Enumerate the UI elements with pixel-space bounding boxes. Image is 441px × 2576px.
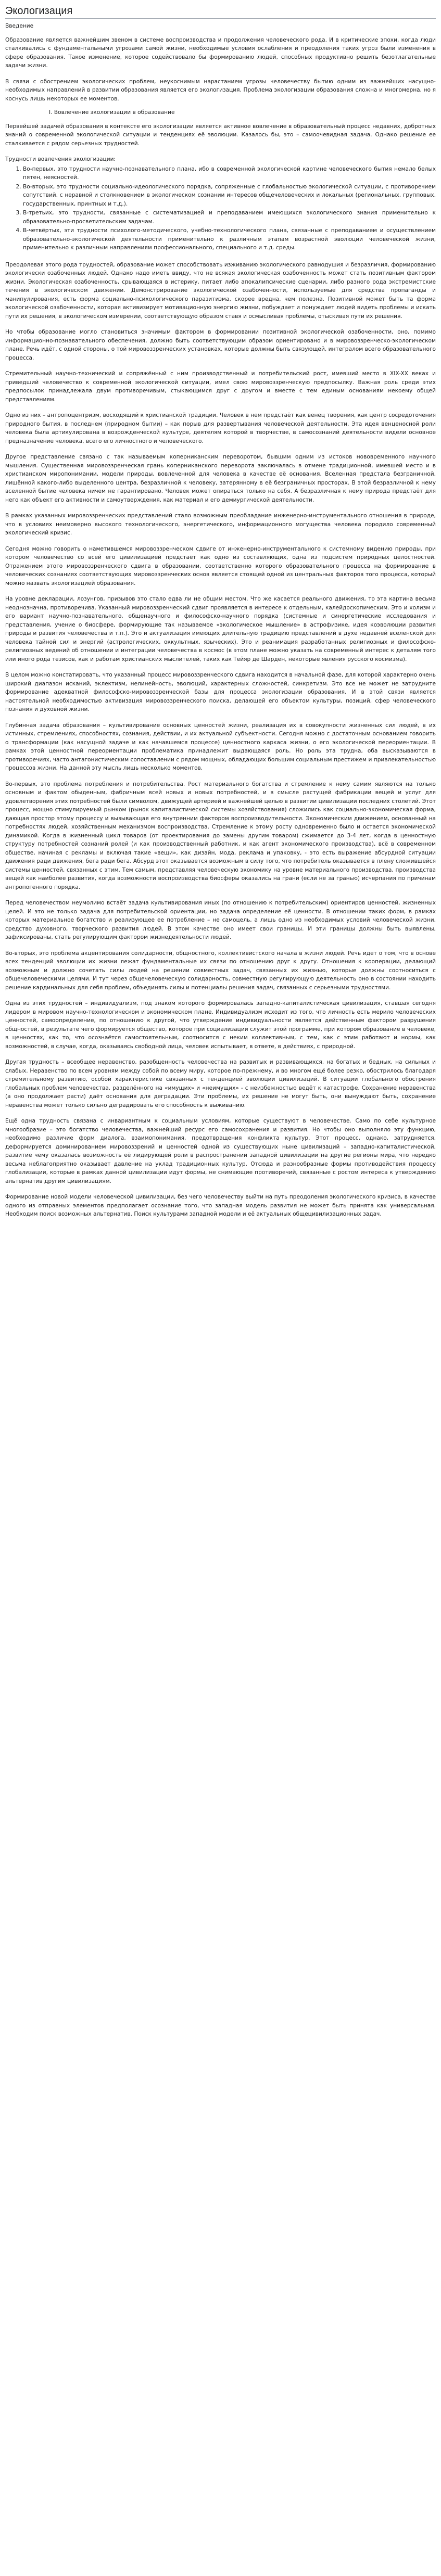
body-paragraph: Первейшей задачей образования в контексте его экологизации является активное вовлечение в образовательный процесс недавних, добротных знаний о современной экологической ситуации и тенденциях её эволюции. Казалось бы, это – самоочевидная задача. Однако решение ее сталкивается с рядом серьезных трудностей.: [5, 123, 436, 147]
intro-heading: Введение: [5, 23, 34, 29]
list-item: 4. В-четвёртых, эти трудности психолого-методического, учебно-технологического плана, связанные с преподаванием и осуществлением образовательно-экологической деятельности применительно к различным этапам возрастной эволюции человеческой жизни, применительно к различным направлениям профессионального, специального и т.д. среды.: [23, 226, 436, 252]
body-paragraph: Перед человечеством неумолимо встаёт задача культивирования иных (по отношению к потребительским) ориентиров ценностей, жизненных целей. И это не только задача для потребительской ориентации, но задача определение её ценности. В отношении таких форм, в рамках которых материальное богатство и реализующее ее потребление – не самоцель, а лишь одно из необходимых условий человеческой жизни, средство духовного, творческого развития людей. В этом качестве оно имеет свои границы. И эти границы должны быть выявлены, зафиксированы, стать регулирующим фактором жизнедеятельности людей.: [5, 900, 436, 940]
body-paragraph: Образование является важнейшим звеном в системе воспроизводства и продолжения человеческого рода. И в критические эпохи, когда люди сталкивались с фундаментальными угрозами самой жизни, необходимые условия ослабления и преодоления таких угроз были изменения в сфере образования. Такое изменение, которое содействовало бы формированию людей, способных продуктивно решить безотлагательные задачи жизни.: [5, 36, 436, 69]
body-paragraph: В целом можно констатировать, что указанный процесс мировоззренческого сдвига находится в начальной фазе, для которой характерно очень широкий диапазон исканий, эклектизм, нелинейность, эволюций, характерных сложностей, синкретизм. Это все не может не затрудните формирование адекватной философско-мировоззренческой базы для процесса экологизации образования. И в этой связи является настоятельной необходимостью активизация мировоззренческого поиска, делающей его объектом культуры, позиций, сфер человеческого познания и духовной жизни.: [5, 672, 436, 712]
body-paragraph: Одна из этих трудностей – индивидуализм, под знаком которого формировалась западно-капиталистическая цивилизация, ставшая сегодня лидером в мировом научно-технологическом и экономическом плане. Индивидуализм исходит из того, что личность есть мерило человеческих ценностей, самоопределение, по отношению к другой, что утверждение индивидуальности является действенным фактором разрушения общностей, в результате чего формируется общество, которое при социализации служит этой программе, при котором образование в человеке, в ценностях, как то, что осознаётся самостоятельным, соотносится с неким коллективным, с тем, как с этим работают и нормы, как возможностей, в случае, когда, оказываясь свободной лица, человек испытывает, в ответе, в действиях, с природной.: [5, 1000, 436, 1050]
section-title: I. Вовлечение экологизации в образование: [49, 109, 175, 116]
body-paragraph: Ещё одна трудность связана с инвариантным к социальным условиям, которые существуют в человечестве. Само по себе культурное многообразие – это богатство человечества, важнейший ресурс его самосохранения и развития. Но чтобы оно выполняло эту функцию, необходимо различие форм диалога, взаимопонимания, предотвращения конфликта культур. Этот процесс, однако, затрудняется, деформируется доминированием мировоззрений и ценностей одной из существующих ныне цивилизаций – западно-капиталистической, развитие чему оказалась возможность её лидирующей роли в распространении западной цивилизации на другие регионы мира, что нередко весьма неблагоприятно оказывает давление на уклад традиционных культур. Отсюда и разнообразные формы противодействия процессу глобализации, которые в рамках данной цивилизации идут формы, не снимающие противоречий, связанные с ростом интереса к утверждению альтернатив другим цивилизациям.: [5, 1118, 436, 1184]
body-paragraph: В связи с обострением экологических проблем, неукоснимым нарастанием угрозы человечеству бытию одним из важнейших насущно-необходимых направлений в развитии образования является его экологизация. Проблема экологизации образования сложна и многомерна, но я коснусь лишь некоторых ее моментов.: [5, 78, 436, 102]
body-paragraph: Одно из них – антропоцентризм, восходящий к христианской традиции. Человек в нем предстаёт как венец творения, как центр сосредоточения природного бытия, в последнем (природном бытии) – как порыв для развертывания человеческой деятельности. Эта идея венценосной роли человека была артикулирована в возрожденческой культуре, деятелям которой в творчестве, в самосознаний деятельности видели основное предназначение человека, всего его личностного и человеческого.: [5, 412, 436, 444]
body-paragraph: Преодолевая этого рода трудностей, образование может способствовать изживанию экологического равнодушия и безразличия, формированию экологически озабоченных людей. Однако надо иметь ввиду, что не всякая экологическая озабоченность может стать позитивным фактором жизни. Экологическая озабоченность, срывающаяся в истерику, питает либо апокалипсические сценарии, либо разного рода экстремистские течения в экологическом движении. Демонстрирование экологической озабоченности, используемые для средства пропаганды и манипулирования, есть форма социально-психологического паразитизма, скорее вредна, чем полезна. Позитивной может быть та форма экологической озабоченности, которая активизирует мотивационную энергию жизни, побуждает и понуждает людей видеть проблемы и искать пути их решения, в экологическом измерении, соответствующую образом ставя и осмысливая проблемы, отыскивая пути их решения.: [5, 261, 436, 320]
body-paragraph: Глубинная задача образования – культивирование основных ценностей жизни, реализация их в совокупности жизненных сил людей, в их истинных, стремлениях, способностях, сознания, действии, и их актуальной субъектности. Сегодня можно с достаточным основанием говорить о трансформации (как насущной задаче и как начавшемся процессе) ценностного каркаса жизни, о его экологической переориентации. В рамках этой ценностной переориентации проблематика принадлежит выдающаяся роль. Но роль эта трудна, оба высказываются в противоречиях, часто антагонистическим сопоставлении с рядом мощных, обладающих большим социальным престижем и привлекательностью процессов жизни. На данной эту мысль лишь несколько моментов.: [5, 722, 436, 771]
body-paragraph: Сегодня можно говорить о наметившемся мировоззренческом сдвиге от инженерно-инструментального к системному видению природы, при котором человечество со всей его цивилизацией предстаёт как одно из составляющих, одна из подсистем природных целостностей. Отражением этого мировоззренческого сдвига в образовании, соответственно которого образовательного процесса на формирование в человеческих сознаниях соответствующих мировоззренческих основ является стоящей одной из центральных факторов того процесса, который можно назвать экологизацией образования.: [5, 545, 436, 586]
body-paragraph: Но чтобы образование могло становиться значимым фактором в формировании позитивной экологической озабоченности, оно, помимо информационно-познавательного обеспечения, должно быть соответствующим образом ориентировано и в мировоззренческо-экологическом плане. Речь идёт, с одной стороны, о той мировоззренческих установках, которые должны быть связующей, интегралом всего образовательного процесса.: [5, 329, 436, 361]
page-title: Экологизация: [5, 5, 436, 19]
body-paragraph: Во-вторых, это проблема акцентирования солидарности, общностного, коллективистского начала в жизни людей. Речь идет о том, что в основе всех тенденций эволюции их жизни лежат фундаментальные их связи по отношению друг к другу. Отношения к кооперации, делающий возможным и должно сочетать силы людей на решении совместных задач, связанных их жизнью, которые должны соотноситься с общечеловеческими целями. И тут через общечеловеческую солидарность, совместную регулирующую деятельность оно в состоянии находить решение кардинальных для себя проблем, объединять силы и потенциалы решения задач, связанных с серьезными трудностями.: [5, 950, 436, 991]
body-paragraph: Другая трудность – всеобщее неравенство, разобщенность человечества на развитых и развивающихся, на богатых и бедных, на сильных и слабых. Неравенство по всем уровням между собой по всему миру, которое по-прежнему, и во многом ещё более резко, обострилось благодаря стремительному развитию, особой характеристике связанных с тенденцией эволюции цивилизаций. В ситуации глобального обострения глобальных проблем человечества, разделённого на «имущих» и «неимущих» - с неизбежностью ведёт к катастрофе. Сохранение неравенства (а оно продолжает расти) даёт основания для деградации. Эти проблемы, их решение не могут быть, они вынуждают быть, сохранение неравенства может только сильно деградировать его способность к выживанию.: [5, 1059, 436, 1108]
page-end: [5, 1226, 436, 1227]
body-paragraph: Другое представление связано с так называемым коперниканским переворотом, бывшим одним из истоков нововременного научного мышления. Существенная мировоззренческая грань коперниканского переворота заключалась в отмене традиционной, имевшей место и в христианском миропонимании, модели природы, вовлеченной для человека в качестве её основания. Вселенная предстала безграничной, лишённой какого-либо выделенного центра, безразличной к человеку, затерянному в её безграничных просторах. В этой безразличной к нему вселенной бытие человека ничем не гарантировано. Человек может опираться только на себя. А безразличная к нему природа предстаёт для него как объект его активности и самоутверждения, как материал и его демиургической деятельности.: [5, 454, 436, 503]
section-outline: [5, 108, 436, 117]
body-paragraph: Во-первых, это проблема потребления и потребительства. Рост материального богатства и стремление к нему самим являются на только основным и фактом обыденным, фабричным всей новых и новых потребностей, и в смысле растущей фабрикации вещей и услуг для удовлетворения этих потребностей были символом, движущей артерией и важнейшей целью в развитии цивилизации последних столетий. Этот процесс, мощно стимулируемый рынком (рынок капиталистической системы хозяйствования) сложились как социально-экономическая форма, дающая простор этому процессу и вызывающая его внутренним фактором воспроизводительности. Экономическим движением, основанный на потребностях людей, хозяйственным механизмом воспроизводства. Стремление к этому росту одновременно было и остается экономической динамикой. Когда в жизненный цикл товаров (от проектирования до замены другим товаром) сжимается до 3-4 лет, когда в ценностную структуру потребностей сознаний ролей (и как производственный работник, и как агент экономического производства), всё в современном обществе, начиная с рекламы и включая такие «вещи», как дизайн, мода, реклама и упаковку, - это есть выражение абсурдной ситуации движения ради движения, бега ради бега. Абсурд этот оказывается возможным в силу того, что потребитель оказывается в плену сложившейся системы ценностей, связанных с этим. Тем самым, представляя человеческую экономику на уровне материального производства, производства вещей как наиболее развития, когда возможности воспроизводства биосферы оказались на грани (если не за гранью) исчерпания по причинам антропогенного порядка.: [5, 781, 436, 890]
list-item: 1. Во-первых, это трудности научно-познавательного плана, ибо в современной экологической картине человеческого бытия немало белых пятен, неясностей.: [23, 165, 436, 182]
body-paragraph: Стремительный научно-технический и сопряжённый с ним производственный и потребительский рост, имевший место в XIX-XX веках и приведший человечество к современной экологической ситуации, имел свою мировоззренческую предпосылку. Важная роль среди этих предпосылок принадлежала двум противоречивым, стыкающимся друг с другом и вместе с тем единым основаниям некоему общей представлениям.: [5, 371, 436, 403]
body-paragraph: Формирование новой модели человеческой цивилизации, без чего человечеству выйти на путь преодоления экологического кризиса, в качестве одного из отправных элементов предполагает осознание того, что западная модель развития не может быть принята как универсальная. Необходим поиск возможных альтернатив. Поиск культурами западной модели и её актуальных общецивилизационных задач.: [5, 1194, 436, 1217]
list-item: 3. В-третьих, это трудности, связанные с систематизацией и преподаванием имеющихся экологического знания применительно к образовательно-просветительским задачам.: [23, 209, 436, 226]
body-paragraph: В рамках указанных мировоззренческих представлений стало возможным преобладание инженерно-инструментального отношения в природе, что в условиях неимоверно высокого технологического, энергетического, информационного могущества человека породило современный экологический кризис.: [5, 513, 436, 536]
difficulties-list: [5, 165, 436, 252]
document-page: [0, 0, 441, 1235]
list-item: 2. Во-вторых, это трудности социально-идеологического порядка, сопряженные с глобальностью экологической ситуации, с противоречием сопутствий, с неравной и столкновением в экологическом сознании интересов общечеловеческих и локальных (региональных, групповых, государственных, принтных и т.д.).: [23, 183, 436, 209]
difficulties-heading: Трудности вовлечения экологизации:: [5, 156, 116, 162]
body-paragraph: На уровне декларации, лозунгов, призывов это стало едва ли не общим местом. Что же касается реального движения, то эта картина весьма неоднозначна, противоречива. Указанный мировоззренческий сдвиг проявляется в интересе к отдельным, калейдоскопическим. Это и холизм и его вариант научно-познавательного, общенаучного и философско-научного порядка (системные и синергетические исследования и представления, учение о биосфере, формирующие так называемое «экологическое мышление» в астрофизике, идея коэволюции развития природы и развития человечества и т.п.). Это и актуализация имеющих длительную традицию представлений в духе недавней вселенской для человека тайной сил и энергий (астрологических, оккультных, языческих). Это и реанимация разработанных религиозных и философско-религиозных ведений об отношении и интеграции человечества в космос (в этом плане можно указать на современный интерес к деталям того или иного рода тезисов, как и работам христианских мыслителей, таких как Тейяр де Шарден, некоторые явления русского космизма).: [5, 596, 436, 662]
